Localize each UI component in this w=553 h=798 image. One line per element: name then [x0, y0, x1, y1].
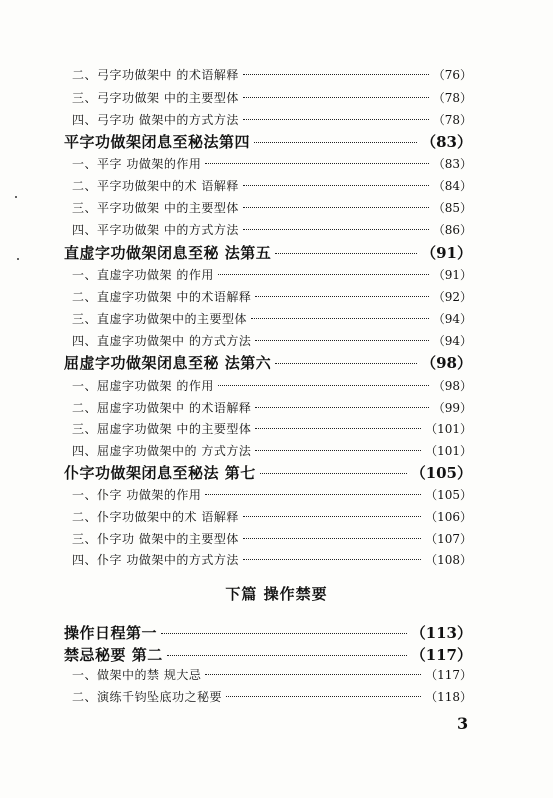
toc-chapter-entry: [64, 622, 472, 643]
dot-leader: [255, 296, 428, 297]
toc-title: 二、屈虚字功做架中 的术语解释: [72, 401, 252, 415]
toc-title: 三、仆字功 做架中的主要型体: [72, 532, 239, 546]
toc-title: 一、平字 功做架的作用: [72, 157, 202, 171]
dot-leader: [205, 163, 428, 164]
toc-page-ref: （92）: [432, 290, 472, 304]
toc-page-ref: （83）: [421, 133, 472, 151]
toc-title: 四、弓字功 做架中的方式方法: [72, 113, 239, 127]
toc-entry: [72, 310, 472, 327]
toc-entry: [72, 111, 472, 128]
toc-entry: [72, 508, 472, 525]
dot-leader: [275, 253, 417, 254]
toc-title: 直虚字功做架闭息至秘 法第五: [64, 244, 272, 262]
toc-chapter-entry: [64, 644, 472, 665]
toc-page-ref: （101）: [425, 444, 472, 458]
toc-entry: [72, 486, 472, 503]
toc-chapter-entry: [64, 462, 472, 483]
dot-leader: [255, 428, 421, 429]
toc-page-ref: （91）: [432, 268, 472, 282]
toc-title: 三、直虚字功做架中的主要型体: [72, 312, 248, 326]
toc-title: 二、演练千钧坠底功之秘要: [72, 690, 223, 704]
dot-leader: [243, 538, 421, 539]
toc-title: 二、弓字功做架中 的术语解释: [72, 68, 239, 82]
toc-chapter-entry: [64, 242, 472, 263]
toc-page-ref: （107）: [425, 532, 472, 546]
toc-title: 仆字功做架闭息至秘法 第七: [64, 464, 256, 482]
toc-title: 操作日程第一: [64, 624, 158, 642]
toc-title: 三、屈虚字功做架 中的主要型体: [72, 422, 252, 436]
toc-page-ref: （98）: [421, 354, 472, 372]
toc-title: 平字功做架闭息至秘法第四: [64, 133, 251, 151]
toc-title: 三、弓字功做架 中的主要型体: [72, 91, 239, 105]
toc-page-ref: （76）: [432, 68, 472, 82]
toc-page-ref: （94）: [432, 334, 472, 348]
toc-entry: [72, 442, 472, 459]
toc-page-ref: （105）: [425, 488, 472, 502]
toc-page-ref: （94）: [432, 312, 472, 326]
toc-page-ref: （85）: [432, 201, 472, 215]
dot-leader: [243, 119, 429, 120]
dot-leader: [254, 142, 417, 143]
toc-page-ref: （108）: [425, 553, 472, 567]
dot-leader: [226, 696, 421, 697]
toc-entry: [72, 66, 472, 83]
toc-entry: [72, 155, 472, 172]
section-heading: 下篇 操作禁要: [225, 585, 328, 603]
dot-leader: [243, 516, 421, 517]
dot-leader: [218, 385, 429, 386]
toc-page-ref: （117）: [425, 668, 472, 682]
dot-leader: [275, 363, 417, 364]
dot-leader: [260, 473, 407, 474]
toc-entry: [72, 666, 472, 683]
toc-title: 四、仆字 功做架中的方式方法: [72, 553, 239, 567]
scan-speck: [15, 196, 17, 198]
toc-entry: [72, 89, 472, 106]
toc-entry: [72, 332, 472, 349]
dot-leader: [243, 229, 429, 230]
dot-leader: [255, 407, 428, 408]
toc-title: 屈虚字功做架闭息至秘 法第六: [64, 354, 272, 372]
toc-entry: [72, 688, 472, 705]
toc-title: 二、直虚字功做架 中的术语解释: [72, 290, 252, 304]
dot-leader: [243, 97, 429, 98]
page-number: 3: [457, 714, 469, 733]
scan-speck: [17, 258, 19, 260]
dot-leader: [243, 185, 429, 186]
dot-leader: [243, 207, 429, 208]
toc-page-ref: （83）: [432, 157, 472, 171]
toc-title: 二、仆字功做架中的术 语解释: [72, 510, 239, 524]
dot-leader: [218, 274, 429, 275]
toc-page-ref: （78）: [432, 113, 472, 127]
toc-title: 四、直虚字功做架中 的方式方法: [72, 334, 252, 348]
dot-leader: [255, 450, 421, 451]
toc-title: 四、平字功做架 中的方式方法: [72, 223, 239, 237]
toc-chapter-entry: [64, 131, 472, 152]
toc-title: 一、仆字 功做架的作用: [72, 488, 202, 502]
toc-title: 一、屈虚字功做架 的作用: [72, 379, 214, 393]
toc-entry: [72, 199, 472, 216]
toc-title: 二、平字功做架中的术 语解释: [72, 179, 239, 193]
toc-page-ref: （84）: [432, 179, 472, 193]
toc-page-ref: （118）: [425, 690, 472, 704]
dot-leader: [255, 340, 428, 341]
dot-leader: [167, 655, 407, 656]
dot-leader: [161, 633, 407, 634]
toc-title: 禁忌秘要 第二: [64, 646, 163, 664]
toc-page-ref: （99）: [432, 401, 472, 415]
dot-leader: [205, 674, 421, 675]
toc-title: 一、做架中的禁 规大忌: [72, 668, 202, 682]
toc-entry: [72, 420, 472, 437]
toc-page-ref: （101）: [425, 422, 472, 436]
toc-page-ref: （117）: [410, 646, 472, 664]
toc-page-ref: （113）: [410, 624, 472, 642]
toc-entry: [72, 530, 472, 547]
toc-entry: [72, 399, 472, 416]
toc-title: 三、平字功做架 中的主要型体: [72, 201, 239, 215]
toc-page-ref: （78）: [432, 91, 472, 105]
dot-leader: [243, 74, 429, 75]
toc-entry: [72, 221, 472, 238]
toc-title: 一、直虚字功做架 的作用: [72, 268, 214, 282]
toc-page-ref: （91）: [421, 244, 472, 262]
dot-leader: [251, 318, 429, 319]
toc-page-ref: （105）: [410, 464, 472, 482]
toc-page-ref: （86）: [432, 223, 472, 237]
dot-leader: [205, 494, 421, 495]
toc-entry: [72, 551, 472, 568]
toc-title: 四、屈虚字功做架中的 方式方法: [72, 444, 252, 458]
toc-page-ref: （98）: [432, 379, 472, 393]
toc-chapter-entry: [64, 352, 472, 373]
toc-entry: [72, 266, 472, 283]
toc-entry: [72, 288, 472, 305]
dot-leader: [243, 559, 421, 560]
toc-entry: [72, 177, 472, 194]
toc-entry: [72, 377, 472, 394]
toc-page-ref: （106）: [425, 510, 472, 524]
